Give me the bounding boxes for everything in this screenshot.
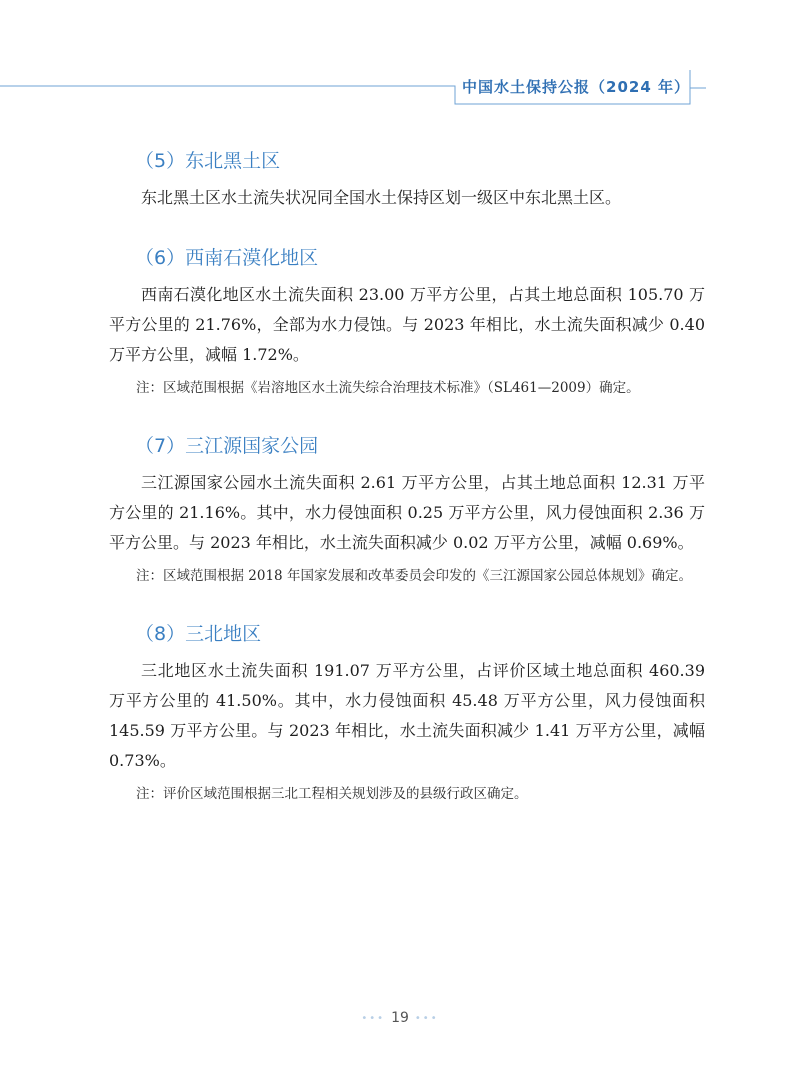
section-sanjiangyuan (109, 431, 705, 589)
page-number: 19 (391, 1010, 409, 1026)
section-sanbei (109, 619, 705, 807)
section-note: 注：评价区域范围根据三北工程相关规划涉及的县级行政区确定。 (136, 786, 528, 802)
section-title: （7）三江源国家公园 (135, 435, 319, 457)
section-title: （8）三北地区 (135, 623, 262, 645)
dots-left-icon: ••• (361, 1012, 386, 1024)
section-northeast (109, 146, 705, 213)
section-paragraph: 三江源国家公园水土流失面积 2.61 万平方公里，占其土地总面积 12.31 万平方公里的 21.16%。其中，水力侵蚀面积 0.25 万平方公里，风力侵蚀面积 2.36 万平方公里。与 2023 年相比，水土流失面积减少 0.02 万平方公里，减幅 0.69%。 (109, 473, 705, 552)
main-content (109, 146, 705, 837)
section-note: 注：区域范围根据《岩溶地区水土流失综合治理技术标准》（SL461—2009）确定。 (136, 380, 640, 396)
section-paragraph: 西南石漠化地区水土流失面积 23.00 万平方公里，占其土地总面积 105.70 万平方公里的 21.76%，全部为水力侵蚀。与 2023 年相比，水土流失面积减少 0.40 万平方公里，减幅 1.72%。 (109, 285, 705, 364)
section-note: 注：区域范围根据 2018 年国家发展和改革委员会印发的《三江源国家公园总体规划》确定。 (136, 568, 692, 584)
section-southwest (109, 243, 705, 401)
section-title: （6）西南石漠化地区 (135, 247, 319, 269)
section-title: （5）东北黑土区 (135, 150, 281, 172)
dots-right-icon: ••• (414, 1012, 439, 1024)
section-paragraph: 三北地区水土流失面积 191.07 万平方公里，占评价区域土地总面积 460.39 万平方公里的 41.50%。其中，水力侵蚀面积 45.48 万平方公里，风力侵蚀面积 145.59 万平方公里。与 2023 年相比，水土流失面积减少 1.41 万平方公里，减幅 0.73%。 (109, 661, 705, 770)
header-title: 中国水土保持公报（2024 年） (462, 78, 690, 96)
section-paragraph: 东北黑土区水土流失状况同全国水土保持区划一级区中东北黑土区。 (141, 188, 622, 207)
page-footer (0, 1010, 800, 1026)
